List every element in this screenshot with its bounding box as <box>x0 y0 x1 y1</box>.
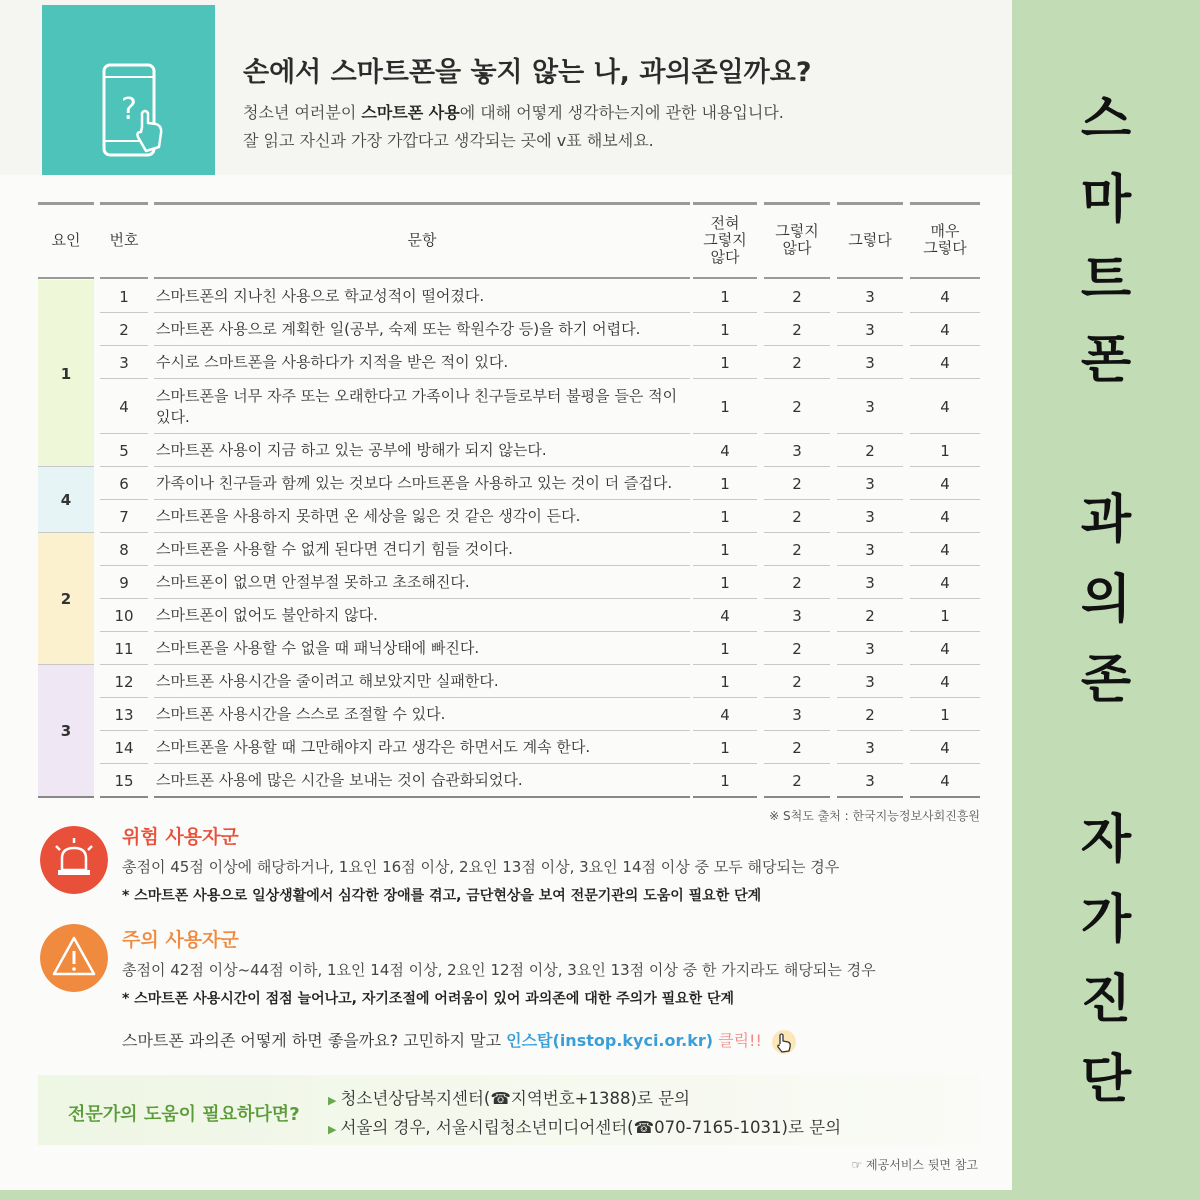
score-cell[interactable]: 3 <box>865 639 875 658</box>
sidebar-char: 진 <box>1080 970 1132 1030</box>
siren-icon <box>40 826 108 894</box>
item-text: 스마트폰을 사용할 수 없게 된다면 견디기 힘들 것이다. <box>156 540 513 558</box>
item-text: 스마트폰을 너무 자주 또는 오래한다고 가족이나 친구들로부터 불평을 들은 적이 있다. <box>156 386 678 426</box>
header-rule <box>100 202 148 205</box>
caution-note: * 스마트폰 사용시간이 점점 늘어나고, 자기조절에 어려움이 있어 과의존에 대한 주의가 필요한 단계 <box>122 991 735 1007</box>
score-cell[interactable]: 3 <box>865 771 875 790</box>
score-cell[interactable]: 4 <box>940 573 950 592</box>
score-cell[interactable]: 4 <box>940 639 950 658</box>
header-factor: 요인 <box>51 230 81 249</box>
high-risk-title: 위험 사용자군 <box>122 826 239 848</box>
item-number: 12 <box>114 672 134 691</box>
score-cell[interactable]: 1 <box>720 771 730 790</box>
table-row <box>38 434 980 467</box>
title-sidebar <box>1012 0 1200 1200</box>
table-bottom-rule <box>837 796 903 798</box>
header-opt2: 그렇지 않다 <box>775 222 819 257</box>
item-text: 스마트폰 사용시간을 줄이려고 해보았지만 실패한다. <box>156 672 499 690</box>
item-text: 스마트폰의 지나친 사용으로 학교성적이 떨어졌다. <box>156 287 485 305</box>
arrow-icon: ▶ <box>328 1123 337 1136</box>
header-icon-box <box>42 5 215 175</box>
factor-cell: 3 <box>38 665 94 797</box>
score-cell[interactable]: 3 <box>792 441 802 460</box>
help-item-text: 청소년상담복지센터(☎지역번호+1388)로 문의 <box>340 1089 690 1108</box>
header-rule <box>837 202 903 205</box>
header-opt3: 그렇다 <box>848 230 892 249</box>
item-number: 10 <box>114 606 134 625</box>
item-text: 스마트폰 사용시간을 스스로 조절할 수 있다. <box>156 705 446 723</box>
score-cell[interactable]: 2 <box>865 606 875 625</box>
table-row <box>38 346 980 379</box>
score-cell[interactable]: 3 <box>865 287 875 306</box>
svg-text:?: ? <box>121 92 137 127</box>
item-number: 9 <box>119 573 129 592</box>
score-cell[interactable]: 3 <box>792 606 802 625</box>
header-rule <box>910 202 980 205</box>
hand-pointer-icon <box>771 1029 797 1055</box>
table-row <box>38 533 980 566</box>
score-cell[interactable]: 4 <box>940 474 950 493</box>
item-number: 14 <box>114 738 134 757</box>
score-cell[interactable]: 3 <box>865 320 875 339</box>
score-cell[interactable]: 2 <box>792 771 802 790</box>
sidebar-char: 마 <box>1080 170 1132 230</box>
item-text: 수시로 스마트폰을 사용하다가 지적을 받은 적이 있다. <box>156 353 509 371</box>
header-rule <box>154 277 690 279</box>
sidebar-char: 단 <box>1080 1050 1132 1110</box>
header-rule <box>38 202 94 205</box>
score-cell[interactable]: 4 <box>940 353 950 372</box>
table-row <box>38 280 980 313</box>
score-cell[interactable]: 1 <box>720 287 730 306</box>
table-row <box>38 632 980 665</box>
score-cell[interactable]: 1 <box>720 474 730 493</box>
score-cell[interactable]: 4 <box>720 705 730 724</box>
sidebar-char: 과 <box>1080 490 1132 550</box>
score-cell[interactable]: 4 <box>940 771 950 790</box>
item-number: 2 <box>119 320 129 339</box>
score-cell[interactable]: 4 <box>940 672 950 691</box>
caution-desc: 총점이 42점 이상~44점 이하, 1요인 14점 이상, 2요인 12점 이상, 3요인 13점 이상 중 한 가지라도 해당되는 경우 <box>122 961 876 979</box>
item-text: 가족이나 친구들과 함께 있는 것보다 스마트폰을 사용하고 있는 것이 더 즐겁다. <box>156 474 673 492</box>
sidebar-char: 가 <box>1080 890 1132 950</box>
item-text: 스마트폰이 없으면 안절부절 못하고 초조해진다. <box>156 573 470 591</box>
item-text: 스마트폰이 없어도 불안하지 않다. <box>156 606 378 624</box>
score-cell[interactable]: 3 <box>865 672 875 691</box>
caution-title: 주의 사용자군 <box>122 929 239 951</box>
header-opt1: 전혀 그렇지 않다 <box>703 213 747 266</box>
table-row <box>38 764 980 797</box>
score-cell[interactable]: 4 <box>940 540 950 559</box>
tip-line <box>122 1028 797 1055</box>
item-number: 15 <box>114 771 134 790</box>
score-cell[interactable]: 2 <box>792 507 802 526</box>
help-title: 전문가의 도움이 필요하다면? <box>68 1104 300 1125</box>
item-number: 13 <box>114 705 134 724</box>
score-cell[interactable]: 2 <box>792 474 802 493</box>
item-text: 스마트폰 사용에 많은 시간을 보내는 것이 습관화되었다. <box>156 771 523 789</box>
sidebar-char: 폰 <box>1080 330 1132 390</box>
score-cell[interactable]: 2 <box>792 672 802 691</box>
table-row <box>38 467 980 500</box>
header-rule <box>764 202 830 205</box>
item-text: 스마트폰 사용이 지금 하고 있는 공부에 방해가 되지 않는다. <box>156 441 547 459</box>
header-rule <box>154 202 690 205</box>
table-row <box>38 698 980 731</box>
intro-line-2: 잘 읽고 자신과 가장 가깝다고 생각되는 곳에 v표 해보세요. <box>243 131 654 150</box>
score-cell[interactable]: 4 <box>940 397 950 416</box>
intro-line-1 <box>243 100 784 123</box>
table-row <box>38 500 980 533</box>
item-number: 8 <box>119 540 129 559</box>
score-cell[interactable]: 3 <box>865 738 875 757</box>
instop-link[interactable]: 인스탑(instop.kyci.or.kr) <box>506 1031 714 1050</box>
item-text: 스마트폰을 사용할 수 없을 때 패닉상태에 빠진다. <box>156 639 480 657</box>
score-cell[interactable]: 4 <box>940 507 950 526</box>
score-cell[interactable]: 1 <box>720 639 730 658</box>
score-cell[interactable]: 1 <box>720 507 730 526</box>
score-cell[interactable]: 2 <box>792 353 802 372</box>
header-rule <box>693 277 757 279</box>
score-cell[interactable]: 2 <box>792 639 802 658</box>
score-cell[interactable]: 1 <box>720 738 730 757</box>
sidebar-char: 의 <box>1080 570 1132 630</box>
phone-question-icon <box>42 5 215 175</box>
score-cell[interactable]: 4 <box>940 320 950 339</box>
table-row <box>38 379 980 434</box>
score-cell[interactable]: 2 <box>792 287 802 306</box>
intro-text: 청소년 여러분이 <box>243 103 362 122</box>
help-item-1 <box>328 1085 690 1109</box>
item-text: 스마트폰을 사용하지 못하면 온 세상을 잃은 것 같은 생각이 든다. <box>156 507 581 525</box>
table-row <box>38 665 980 698</box>
score-cell[interactable]: 4 <box>940 287 950 306</box>
help-item-2 <box>328 1114 841 1138</box>
score-cell[interactable]: 1 <box>720 573 730 592</box>
score-cell[interactable]: 1 <box>940 705 950 724</box>
score-cell[interactable]: 1 <box>940 441 950 460</box>
item-number: 4 <box>119 397 129 416</box>
table-bottom-rule <box>38 796 94 798</box>
table-bottom-rule <box>693 796 757 798</box>
tip-click-text: 클릭!! <box>713 1031 762 1050</box>
table-row <box>38 731 980 764</box>
sidebar-char: 스 <box>1080 90 1132 150</box>
score-cell[interactable]: 3 <box>865 474 875 493</box>
warning-triangle-icon <box>40 924 108 992</box>
score-cell[interactable]: 2 <box>792 573 802 592</box>
factor-cell: 1 <box>38 280 94 467</box>
footnote: ☞ 제공서비스 뒷면 참고 <box>851 1158 978 1172</box>
score-cell[interactable]: 1 <box>720 672 730 691</box>
header-opt4: 매우 그렇다 <box>923 222 967 257</box>
score-cell[interactable]: 2 <box>792 320 802 339</box>
table-row <box>38 313 980 346</box>
intro-text: 에 대해 어떻게 생각하는지에 관한 내용입니다. <box>459 103 784 122</box>
factor-cell: 4 <box>38 467 94 533</box>
factor-cell: 2 <box>38 533 94 665</box>
score-cell[interactable]: 3 <box>865 397 875 416</box>
item-number: 1 <box>119 287 129 306</box>
table-bottom-rule <box>100 796 148 798</box>
help-item-text: 서울의 경우, 서울시립청소년미디어센터(☎070-7165-1031)로 문의 <box>340 1118 842 1137</box>
header-rule <box>837 277 903 279</box>
score-cell[interactable]: 2 <box>792 738 802 757</box>
bottom-border <box>0 1190 1012 1200</box>
page-title: 손에서 스마트폰을 놓지 않는 나, 과의존일까요? <box>243 57 812 88</box>
item-number: 11 <box>114 639 134 658</box>
sidebar-char: 트 <box>1080 250 1132 310</box>
score-cell[interactable]: 4 <box>720 441 730 460</box>
score-cell[interactable]: 1 <box>720 320 730 339</box>
score-cell[interactable]: 2 <box>865 441 875 460</box>
table-bottom-rule <box>910 796 980 798</box>
header-item: 문항 <box>407 230 437 249</box>
item-number: 5 <box>119 441 129 460</box>
item-text: 스마트폰 사용으로 계획한 일(공부, 숙제 또는 학원수강 등)을 하기 어렵다. <box>156 320 641 338</box>
table-row <box>38 566 980 599</box>
header-number: 번호 <box>109 230 139 249</box>
arrow-icon: ▶ <box>328 1094 337 1107</box>
score-cell[interactable]: 4 <box>720 606 730 625</box>
table-bottom-rule <box>154 796 690 798</box>
score-cell[interactable]: 4 <box>940 738 950 757</box>
score-cell[interactable]: 2 <box>792 397 802 416</box>
item-number: 3 <box>119 353 129 372</box>
score-cell[interactable]: 3 <box>865 573 875 592</box>
high-risk-desc: 총점이 45점 이상에 해당하거나, 1요인 16점 이상, 2요인 13점 이상, 3요인 14점 이상 중 모두 해당되는 경우 <box>122 858 840 876</box>
score-cell[interactable]: 1 <box>720 353 730 372</box>
header-rule <box>38 277 94 279</box>
score-cell[interactable]: 1 <box>720 397 730 416</box>
table-row <box>38 599 980 632</box>
tip-text: 스마트폰 과의존 어떻게 하면 좋을까요? 고민하지 말고 <box>122 1031 507 1050</box>
header-rule <box>693 202 757 205</box>
intro-emphasis: 스마트폰 사용 <box>361 103 460 122</box>
source-note: ※ S척도 출처 : 한국지능정보사회진흥원 <box>769 809 980 823</box>
score-cell[interactable]: 3 <box>865 353 875 372</box>
score-cell[interactable]: 1 <box>720 540 730 559</box>
score-cell[interactable]: 3 <box>865 507 875 526</box>
item-number: 6 <box>119 474 129 493</box>
header-rule <box>100 277 148 279</box>
header-rule <box>764 277 830 279</box>
sidebar-char: 존 <box>1080 650 1132 710</box>
item-number: 7 <box>119 507 129 526</box>
high-risk-note: * 스마트폰 사용으로 일상생활에서 심각한 장애를 겪고, 금단현상을 보여 전문기관의 도움이 필요한 단계 <box>122 888 762 904</box>
score-cell[interactable]: 2 <box>865 705 875 724</box>
score-cell[interactable]: 3 <box>865 540 875 559</box>
table-bottom-rule <box>764 796 830 798</box>
header-rule <box>910 277 980 279</box>
item-text: 스마트폰을 사용할 때 그만해야지 라고 생각은 하면서도 계속 한다. <box>156 738 591 756</box>
sidebar-char: 자 <box>1080 810 1132 870</box>
score-cell[interactable]: 3 <box>792 705 802 724</box>
score-cell[interactable]: 1 <box>940 606 950 625</box>
score-cell[interactable]: 2 <box>792 540 802 559</box>
